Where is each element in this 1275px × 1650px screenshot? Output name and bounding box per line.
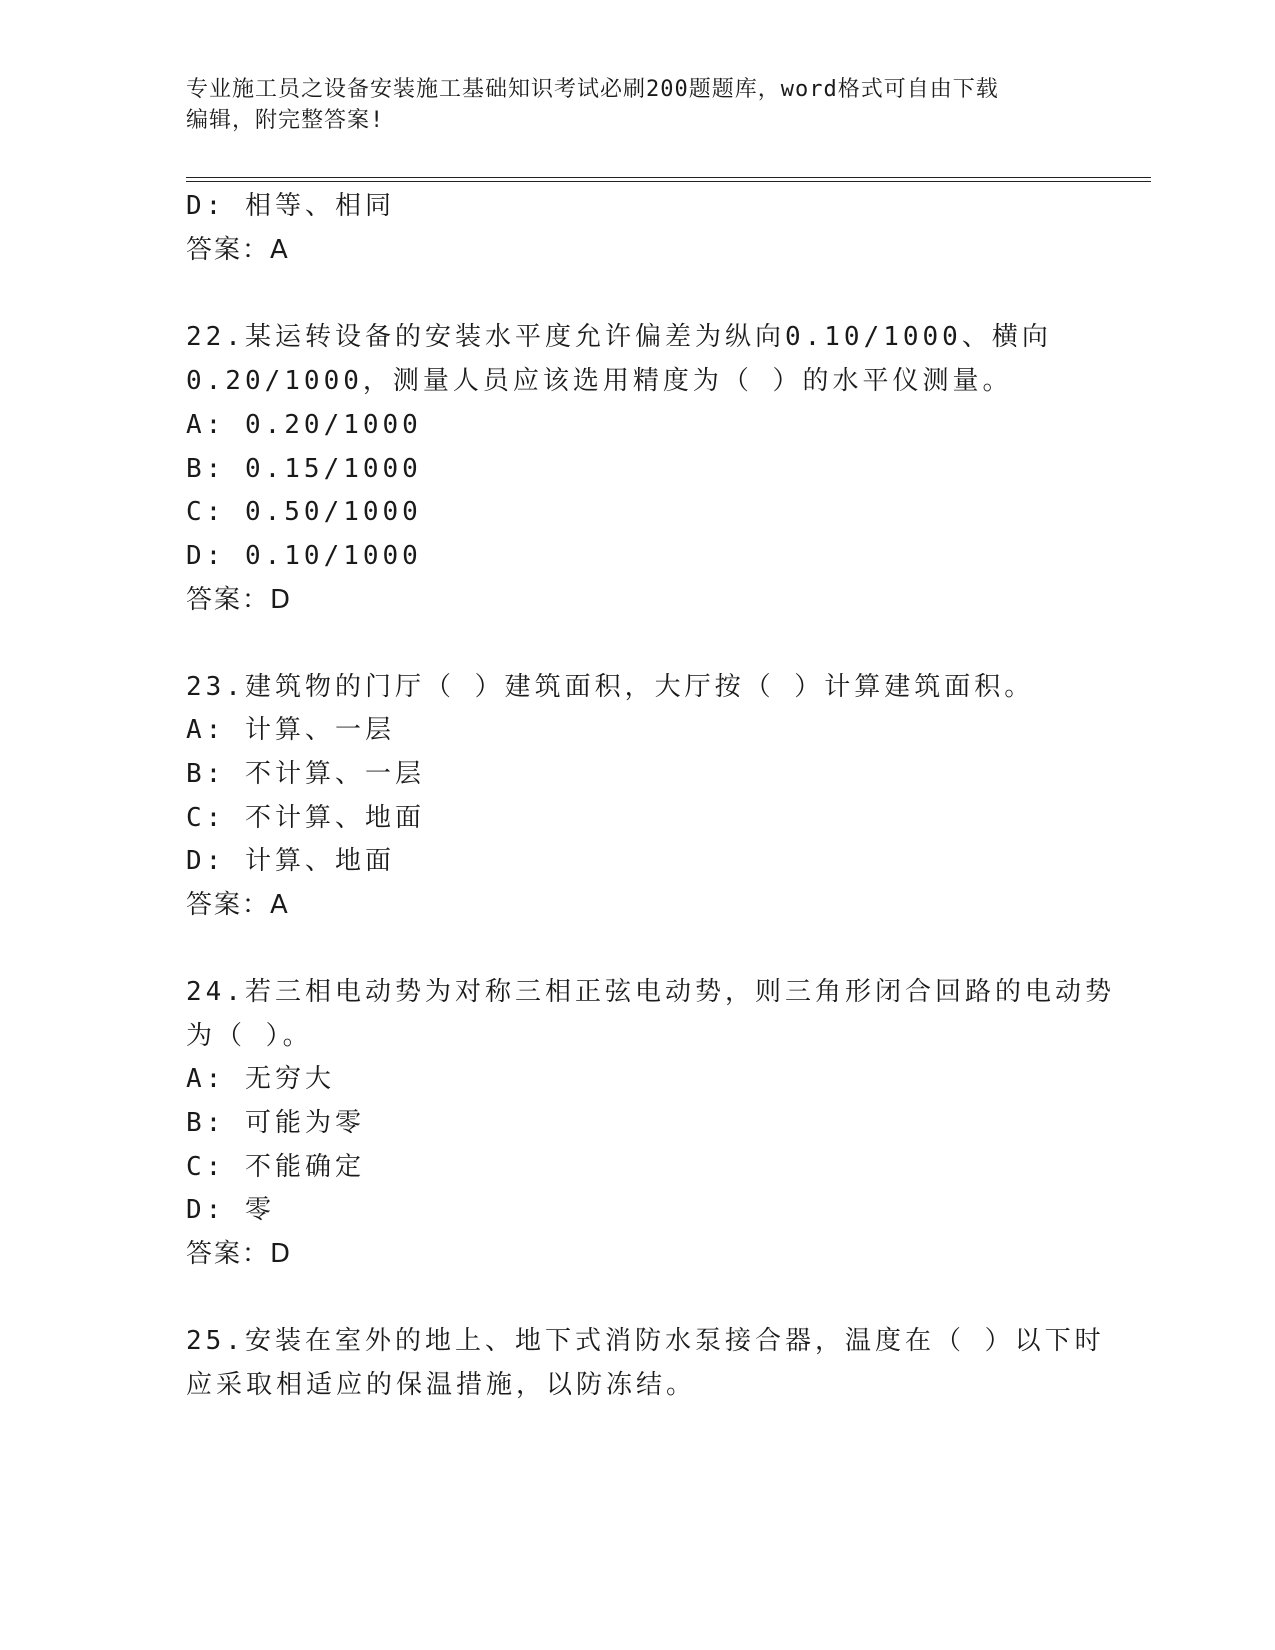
question-25-text-cont: 应采取相适应的保温措施，以防冻结。 [186,1370,697,1400]
option-d: D: 零 [186,1195,275,1225]
option-a: A: 无穷大 [186,1064,335,1094]
option-b: B: 不计算、一层 [186,759,425,789]
answer: 答案：D [186,1239,293,1269]
header-line-1: 专业施工员之设备安装施工基础知识考试必刷200题题库，word格式可自由下载 [186,77,999,102]
answer: 答案：A [186,890,290,920]
question-22-text-cont: 0.20/1000，测量人员应该选用精度为（ ）的水平仪测量。 [186,366,1013,396]
option-d: D: 相等、相同 [186,191,395,221]
header-line-2: 编辑，附完整答案! [186,108,385,133]
option-c: C: 不计算、地面 [186,803,425,833]
question-23-text: 23.建筑物的门厅（ ）建筑面积，大厅按（ ）计算建筑面积。 [186,672,1035,702]
question-24-text: 24.若三相电动势为对称三相正弦电动势，则三角形闭合回路的电动势 [186,977,1115,1007]
answer: 答案：A [186,235,290,265]
question-22-text: 22.某运转设备的安装水平度允许偏差为纵向0.10/1000、横向 [186,322,1052,352]
option-b: B: 可能为零 [186,1108,365,1138]
header-divider [186,177,1151,178]
question-25-text: 25.安装在室外的地上、地下式消防水泵接合器，温度在（ ）以下时 [186,1326,1105,1356]
option-b: B: 0.15/1000 [186,454,422,484]
page-header [186,74,1086,136]
header-divider-double [186,181,1151,182]
option-a: A: 0.20/1000 [186,410,422,440]
option-c: C: 0.50/1000 [186,497,422,527]
option-d: D: 计算、地面 [186,846,395,876]
answer: 答案：D [186,585,293,615]
option-a: A: 计算、一层 [186,715,395,745]
question-24-text-cont: 为（ ）。 [186,1021,313,1051]
option-c: C: 不能确定 [186,1152,365,1182]
option-d: D: 0.10/1000 [186,541,422,571]
